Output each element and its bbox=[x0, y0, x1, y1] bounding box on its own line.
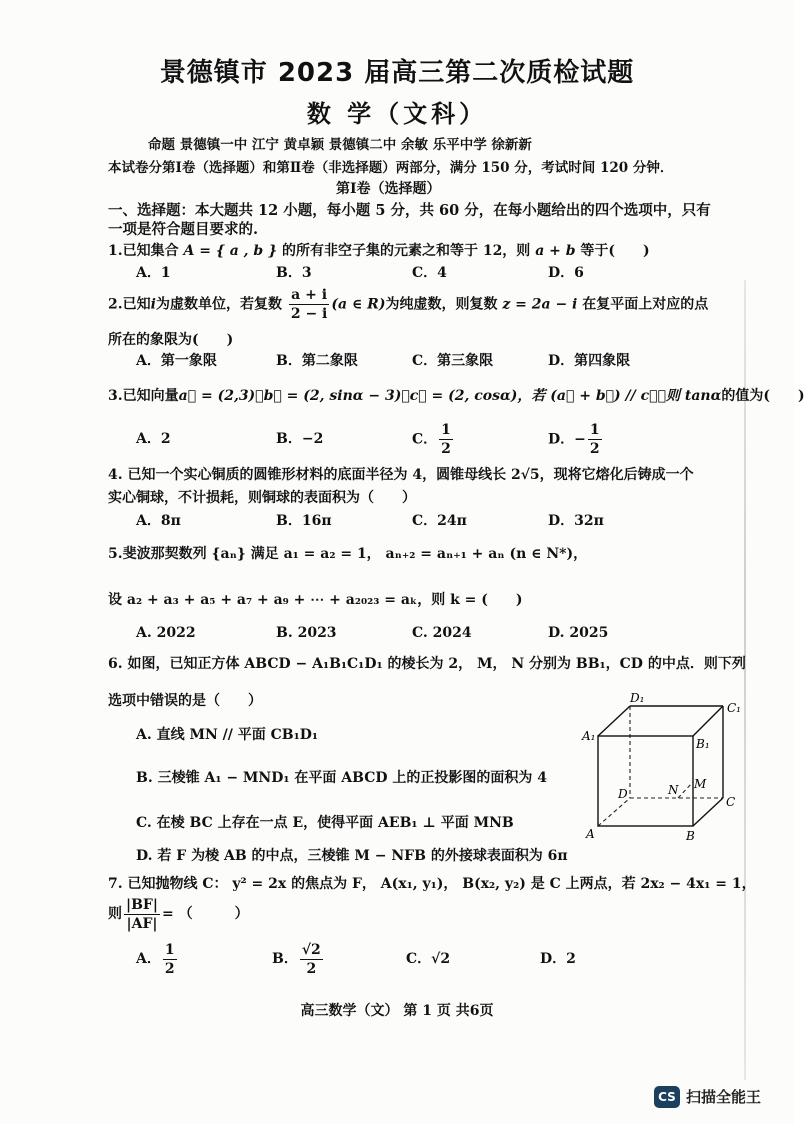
question-2-stem-line2: 所在的象限为( ) bbox=[108, 332, 234, 348]
q4-option-b: B．16π bbox=[276, 513, 332, 529]
instructions-line-2: 一项是符合题目要求的. bbox=[108, 221, 259, 238]
q2-option-d: D．第四象限 bbox=[548, 353, 631, 369]
q1-option-a: A．1 bbox=[136, 265, 171, 281]
label-d: D bbox=[618, 787, 628, 801]
label-b1: B₁ bbox=[696, 737, 710, 751]
question-4-line2: 实心铜球，不计损耗，则铜球的表面积为（ ） bbox=[108, 490, 416, 506]
cube-edge-b1c1 bbox=[693, 706, 723, 736]
q7-option-d: D．2 bbox=[540, 951, 576, 967]
q6-option-c: C. 在棱 BC 上存在一点 E，使得平面 AEB₁ ⊥ 平面 MNB bbox=[136, 815, 514, 831]
question-3-stem: 3.已知向量a⃗ = (2,3)，b⃗ = (2, sinα − 3)，c⃗ = (2, cosα)，若 (a⃗ + b⃗) // c⃗，则 tanα的值为( ) bbox=[108, 388, 805, 404]
q2-option-a: A．第一象限 bbox=[136, 353, 217, 369]
question-7-line1: 7. 已知抛物线 C： y² = 2x 的焦点为 F， A(x₁, y₁)， B(x₂, y₂) 是 C 上两点，若 2x₂ − 4x₁ = 1， bbox=[108, 876, 756, 892]
q6-option-a: A. 直线 MN // 平面 CB₁D₁ bbox=[136, 727, 319, 743]
camscanner-logo-icon: CS bbox=[654, 1086, 680, 1108]
q1-option-b: B．3 bbox=[276, 265, 312, 281]
author-line: 命题 景德镇一中 江宁 黄卓颖 景德镇二中 余敏 乐平中学 徐新新 bbox=[148, 137, 532, 153]
q2-option-b: B．第二象限 bbox=[276, 353, 358, 369]
cube-edge-ad bbox=[598, 798, 630, 826]
cube-front-face bbox=[598, 736, 693, 826]
question-5-line1: 5.斐波那契数列 {aₙ} 满足 a₁ = a₂ = 1， aₙ₊₂ = aₙ₊₁ + aₙ (n ∈ N*)， bbox=[108, 546, 588, 562]
q4-option-c: C．24π bbox=[412, 513, 467, 529]
cube-edge-a1d1 bbox=[598, 706, 630, 736]
q2-option-c: C．第三象限 bbox=[412, 353, 494, 369]
q3-option-b: B．−2 bbox=[276, 431, 324, 447]
label-c: C bbox=[726, 795, 736, 809]
q5-option-c: C. 2024 bbox=[412, 625, 472, 641]
label-d1: D₁ bbox=[630, 691, 645, 705]
exam-subtitle: 数 学（文科） bbox=[306, 100, 488, 128]
label-m: M bbox=[694, 777, 707, 791]
label-b: B bbox=[686, 829, 695, 843]
q4-option-a: A．8π bbox=[136, 513, 181, 529]
q2-fraction: $\frac{a + i}{2 - i}$ bbox=[290, 287, 328, 322]
label-c1: C₁ bbox=[727, 701, 741, 715]
question-6-line1: 6. 如图，已知正方体 ABCD − A₁B₁C₁D₁ 的棱长为 2， M， N 分别为 BB₁，CD 的中点．则下列 bbox=[108, 656, 746, 672]
question-6-line2: 选项中错误的是（ ） bbox=[108, 693, 262, 709]
q7-option-b: B． $\frac{√2}{2}$ bbox=[272, 941, 321, 977]
part-heading: 第Ⅰ卷（选择题） bbox=[336, 181, 441, 197]
q3-option-d: D．− $\frac{1}{2}$ bbox=[548, 422, 600, 457]
question-7-line2: 则 $\frac{|BF|}{|AF|}$ = （ ） bbox=[108, 896, 249, 932]
q1-option-c: C．4 bbox=[412, 265, 447, 281]
q5-option-d: D. 2025 bbox=[548, 625, 609, 641]
q3-option-a: A．2 bbox=[136, 431, 171, 447]
exam-title: 景德镇市 2023 届高三第二次质检试题 bbox=[159, 58, 635, 88]
cube-edge-bc bbox=[693, 798, 723, 826]
camscanner-watermark: 扫描全能王 bbox=[686, 1088, 762, 1106]
label-a: A bbox=[586, 827, 595, 841]
q6-option-b: B. 三棱锥 A₁ − MND₁ 在平面 ABCD 上的正投影图的面积为 4 bbox=[136, 770, 547, 786]
instructions-line-1: 一、选择题：本大题共 12 小题，每小题 5 分，共 60 分，在每小题给出的四个选项中，只有 bbox=[108, 202, 711, 219]
question-5-line2: 设 a₂ + a₃ + a₅ + a₇ + a₉ + ⋯ + a₂₀₂₃ = aₖ，则 k = ( ) bbox=[108, 592, 523, 608]
q1-option-d: D．6 bbox=[548, 265, 584, 281]
q4-option-d: D．32π bbox=[548, 513, 604, 529]
q6-option-d: D. 若 F 为棱 AB 的中点，三棱锥 M − NFB 的外接球表面积为 6π bbox=[136, 848, 568, 864]
question-1-stem: 1.已知集合 A = { a , b } 的所有非空子集的元素之和等于 12，则 a + b 等于( ) bbox=[108, 243, 650, 259]
label-a1: A₁ bbox=[582, 729, 596, 743]
page-footer: 高三数学（文） 第 1 页 共6页 bbox=[300, 1003, 494, 1019]
q5-option-b: B. 2023 bbox=[276, 625, 337, 641]
cube-figure bbox=[578, 688, 744, 844]
question-4-line1: 4. 已知一个实心铜质的圆锥形材料的底面半径为 4，圆锥母线长 2√5，现将它熔化后铸成一个 bbox=[108, 467, 694, 483]
q3-option-c: C． $\frac{1}{2}$ bbox=[412, 422, 451, 457]
q7-option-a: A． $\frac{1}{2}$ bbox=[136, 941, 175, 977]
cube-segment-nm bbox=[678, 782, 693, 798]
q5-option-a: A. 2022 bbox=[136, 625, 196, 641]
q7-option-c: C．√2 bbox=[406, 951, 451, 967]
exam-intro: 本试卷分第Ⅰ卷（选择题）和第Ⅱ卷（非选择题）两部分，满分 150 分，考试时间 120 分钟． bbox=[108, 160, 674, 176]
question-2-stem: 2.已知i为虚数单位，若复数 $\frac{a + i}{2 - i}$ (a ∈ R)为纯虚数，则复数 z = 2a − i 在复平面上对应的点 bbox=[108, 287, 709, 322]
label-n: N bbox=[668, 783, 679, 797]
